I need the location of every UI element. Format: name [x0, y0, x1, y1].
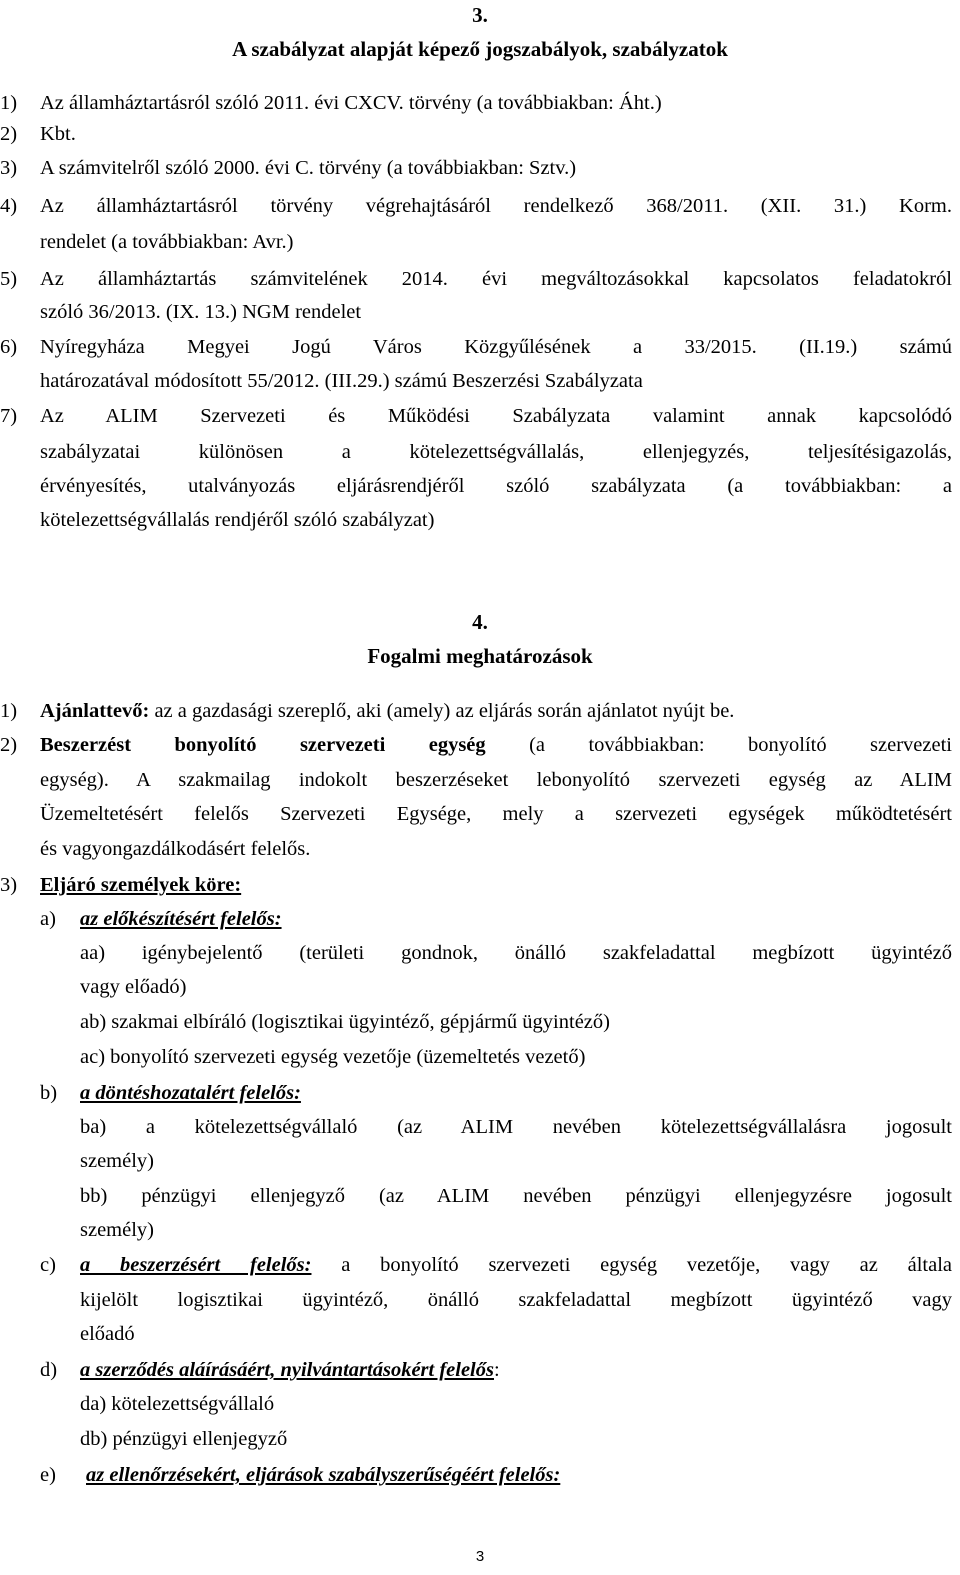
sublist-item: ac) bonyolító szervezeti egység vezetője (üzemeltetés vezető): [80, 1046, 586, 1068]
sublist-label: e): [40, 1464, 56, 1486]
list-item-label: 1): [0, 92, 18, 114]
definition-item: [40, 701, 734, 722]
sublist-title: az előkészítésért felelős:: [80, 908, 282, 930]
sublist-item: ab) szakmai elbíráló (logisztikai ügyintéző, gépjármű ügyintéző): [80, 1011, 610, 1033]
sublist-text: kijelölt logisztikai ügyintéző, önálló szakfeladattal megbízott ügyintéző vagy: [80, 1289, 952, 1311]
list-item-label: 7): [0, 405, 18, 427]
section-4-number: 4.: [472, 610, 488, 634]
list-item-text: Az államháztartás számvitelének 2014. évi megváltozásokkal kapcsolatos feladatokról: [40, 268, 952, 290]
section-3-title: A szabályzat alapját képező jogszabályok, szabályzatok: [232, 37, 728, 61]
list-item-label: 2): [0, 123, 18, 145]
sublist-item: [80, 1360, 500, 1381]
list-item-text: kötelezettségvállalás rendjéről szóló szabályzat): [40, 509, 435, 531]
sublist-text: a bonyolító szervezeti egység vezetője, vagy az általa: [341, 1254, 952, 1276]
sublist-item: aa) igénybejelentő (területi gondnok, önálló szakfeladattal megbízott ügyintéző: [80, 942, 952, 964]
list-item-text: Az ALIM Szervezeti és Működési Szabályzata valamint annak kapcsolódó: [40, 405, 952, 427]
list-item-label: 2): [0, 734, 18, 756]
list-item-text: határozatával módosított 55/2012. (III.29.) számú Beszerzési Szabályzata: [40, 370, 643, 392]
definition-text: Üzemeltetésért felelős Szervezeti Egysége, mely a szervezeti egységek működtetésért: [40, 803, 952, 825]
sublist-label: d): [40, 1359, 58, 1381]
sublist-text: előadó: [80, 1323, 135, 1345]
sublist-label: b): [40, 1082, 58, 1104]
sublist-item: bb) pénzügyi ellenjegyző (az ALIM nevében pénzügyi ellenjegyzésre jogosult: [80, 1185, 952, 1207]
sublist-item: da) kötelezettségvállaló: [80, 1393, 275, 1415]
list-item-text: rendelet (a továbbiakban: Avr.): [40, 231, 294, 253]
sublist-item: személy): [80, 1150, 154, 1172]
list-item-label: 3): [0, 874, 18, 896]
sublist-label: a): [40, 908, 56, 930]
definition-text: az a gazdasági szereplő, aki (amely) az eljárás során ajánlatot nyújt be.: [149, 700, 735, 722]
definition-text: (a továbbiakban: bonyolító szervezeti: [529, 734, 952, 756]
list-item-text: Az államháztartásról szóló 2011. évi CXCV. törvény (a továbbiakban: Áht.): [40, 92, 662, 114]
list-item-text: Az államháztartásról törvény végrehajtásáról rendelkező 368/2011. (XII. 31.) Korm.: [40, 195, 952, 217]
list-item-label: 3): [0, 157, 18, 179]
list-item-text: Nyíregyháza Megyei Jogú Város Közgyűlésének a 33/2015. (II.19.) számú: [40, 336, 952, 358]
sublist-label: c): [40, 1254, 56, 1276]
definition-term: Ajánlattevő:: [40, 700, 150, 722]
sublist-title: a beszerzésért felelős:: [80, 1254, 312, 1276]
list-item-label: 4): [0, 195, 18, 217]
list-item-text: szóló 36/2013. (IX. 13.) NGM rendelet: [40, 301, 362, 323]
sublist-item: személy): [80, 1219, 154, 1241]
sublist-title: a szerződés aláírásáért, nyilvántartásokért felelős: [80, 1359, 494, 1381]
list-item-label: 1): [0, 700, 18, 722]
list-item-text: A számvitelről szóló 2000. évi C. törvény (a továbbiakban: Sztv.): [40, 157, 577, 179]
sublist-title: az ellenőrzésekért, eljárások szabályszerűségéért felelős:: [86, 1464, 561, 1486]
section-4-title: Fogalmi meghatározások: [367, 644, 593, 668]
list-item-text: érvényesítés, utalványozás eljárásrendjéről szóló szabályzata (a továbbiakban: a: [40, 475, 952, 497]
list-item-label: 5): [0, 268, 18, 290]
sublist-item: vagy előadó): [80, 976, 187, 998]
sublist-title: a döntéshozatalért felelős:: [80, 1082, 301, 1104]
list-item-label: 6): [0, 336, 18, 358]
sublist-item: db) pénzügyi ellenjegyző: [80, 1428, 288, 1450]
definition-text: és vagyongazdálkodásért felelős.: [40, 838, 311, 860]
sublist-item: ba) a kötelezettségvállaló (az ALIM nevében kötelezettségvállalásra jogosult: [80, 1116, 952, 1138]
list-item-text: szabályzatai különösen a kötelezettségvállalás, ellenjegyzés, teljesítésigazolás,: [40, 441, 952, 463]
sublist-colon: :: [493, 1359, 500, 1381]
list-item-text: Kbt.: [40, 123, 76, 145]
definition-term: Eljáró személyek köre:: [40, 874, 242, 896]
section-3-number: 3.: [472, 3, 488, 27]
page-number: 3: [475, 1548, 485, 1565]
definition-term: Beszerzést bonyolító szervezeti egység: [40, 734, 486, 756]
definition-text: egység). A szakmailag indokolt beszerzéseket lebonyolító szervezeti egység az ALIM: [40, 769, 952, 791]
